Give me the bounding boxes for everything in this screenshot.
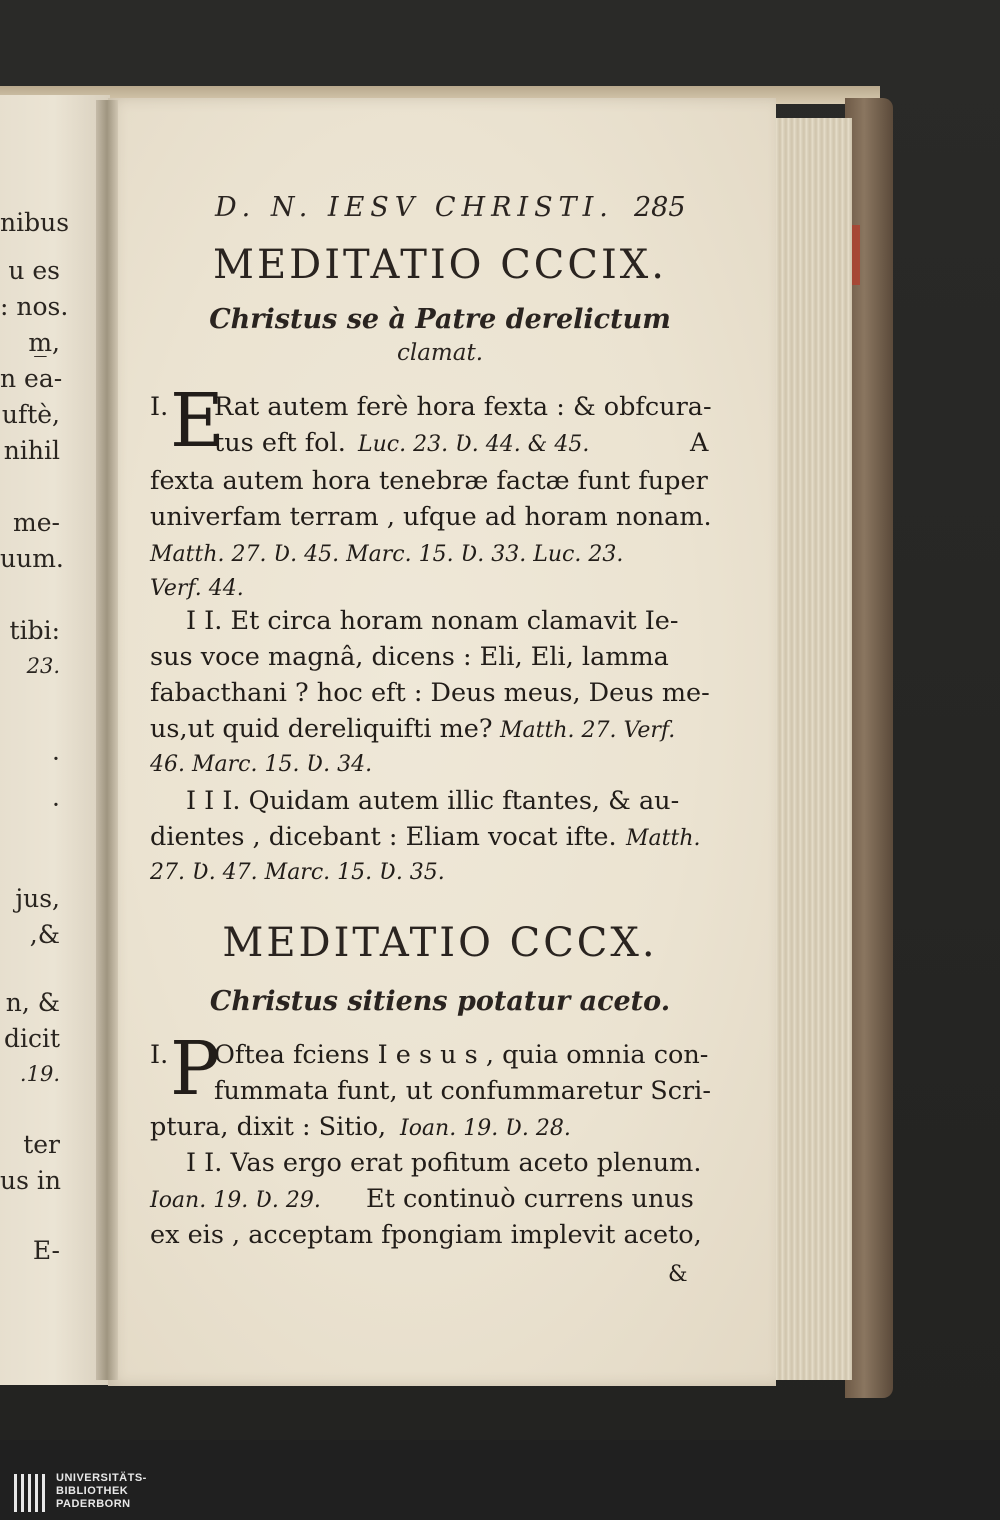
left-margin-fragment: 23. [26, 654, 60, 678]
meditatio-310-title: MEDITATIO CCCX. [222, 920, 658, 966]
paragraph-number: I. [150, 392, 169, 422]
left-margin-fragment: us in [0, 1166, 61, 1195]
dropcap: E [170, 378, 225, 464]
scripture-reference: 27. Ʋ. 47. Marc. 15. Ʋ. 35. [150, 860, 445, 885]
text-line: ptura, dixit : Sitio, [150, 1112, 387, 1142]
text-line: tus eft fol. [214, 428, 346, 458]
scripture-reference: 46. Marc. 15. Ʋ. 34. [150, 752, 373, 777]
scripture-reference: Matth. [626, 826, 701, 851]
left-margin-fragment: m̲, [28, 328, 60, 357]
left-margin-fragment: tibi: [9, 616, 60, 645]
catchword: & [668, 1262, 688, 1287]
text-line: fexta autem hora tenebræ factæ funt fuper [150, 466, 708, 496]
library-name-line2: BIBLIOTHEK [56, 1485, 129, 1497]
left-margin-fragment: uum. [0, 544, 64, 573]
paragraph-number: I. [150, 1040, 169, 1070]
left-margin-fragment: : nos. [0, 292, 69, 321]
text-line: Rat autem ferè hora fexta : & obfcura- [214, 392, 712, 422]
page-edges [770, 118, 852, 1380]
scripture-reference: Luc. 23. Ʋ. 44. & 45. [358, 432, 590, 457]
text-line: I I. Et circa horam nonam clamavit Ie- [186, 606, 679, 636]
text-line: I I I. Quidam autem illic ftantes, & au- [186, 786, 680, 816]
left-margin-fragment: nihil [3, 436, 60, 465]
page-number: 285 [634, 192, 686, 223]
scripture-reference: Ioan. 19. Ʋ. 29. [150, 1188, 321, 1213]
text-line: Et continuò currens unus [366, 1184, 694, 1214]
meditatio-309-subtitle-line1: Christus se à Patre derelictum [209, 304, 671, 335]
red-cover-mark [852, 225, 860, 285]
left-margin-fragment: jus, [15, 884, 60, 913]
text-line: dientes , dicebant : Eliam vocat ifte. [150, 822, 617, 852]
text-line: us,ut quid dereliquifti me? [150, 714, 493, 744]
book-cover-edge [845, 98, 893, 1398]
left-margin-fragment: E- [32, 1236, 60, 1265]
library-name-line1: UNIVERSITÄTS- [56, 1472, 147, 1484]
scripture-reference: Ioan. 19. Ʋ. 28. [400, 1116, 571, 1141]
text-line: I I. Vas ergo erat pofitum aceto plenum. [186, 1148, 702, 1178]
running-title: D. N. IESV CHRISTI. [215, 192, 614, 223]
text-line: ex eis , acceptam fpongiam implevit aceto, [150, 1220, 702, 1250]
left-margin-fragment: ter [23, 1130, 60, 1159]
meditatio-309-title: MEDITATIO CCCIX. [212, 242, 667, 288]
left-margin-fragment: · [52, 744, 60, 773]
text-line: A [690, 428, 709, 458]
left-margin-fragment: .19. [19, 1062, 60, 1086]
text-line: Oftea fciens I e s u s , quia omnia con- [214, 1040, 709, 1070]
text-line: fabacthani ? hoc eft : Deus meus, Deus me- [150, 678, 710, 708]
left-margin-fragment: n, & [5, 988, 60, 1017]
library-name-line3: PADERBORN [56, 1498, 131, 1510]
left-margin-fragment: ,& [29, 920, 60, 949]
left-margin-fragment: dicit [3, 1024, 60, 1053]
scripture-reference: Matth. 27. Ʋ. 45. Marc. 15. Ʋ. 33. Luc. 23. [150, 542, 624, 567]
left-margin-fragment: · [52, 790, 60, 819]
meditatio-309-subtitle-line2: clamat. [396, 340, 484, 366]
library-logo-icon [14, 1474, 48, 1512]
scripture-reference: Verf. 44. [150, 576, 244, 601]
text-line: sus voce magnâ, dicens : Eli, Eli, lamma [150, 642, 669, 672]
left-margin-fragment: nibus [0, 208, 70, 237]
scripture-reference: Matth. 27. Verf. [500, 718, 676, 743]
left-margin-fragment: n ea- [0, 364, 63, 393]
dropcap: P [170, 1026, 220, 1112]
text-line: univerfam terram , ufque ad horam nonam. [150, 502, 712, 532]
left-margin-fragment: me- [13, 508, 60, 537]
library-footer [0, 1440, 1000, 1520]
gutter [96, 100, 118, 1380]
left-margin-fragment: uftè, [1, 400, 60, 429]
meditatio-310-subtitle: Christus sitiens potatur aceto. [209, 986, 671, 1017]
text-line: fummata funt, ut confummaretur Scri- [214, 1076, 711, 1106]
left-margin-fragment: u es [8, 256, 60, 285]
